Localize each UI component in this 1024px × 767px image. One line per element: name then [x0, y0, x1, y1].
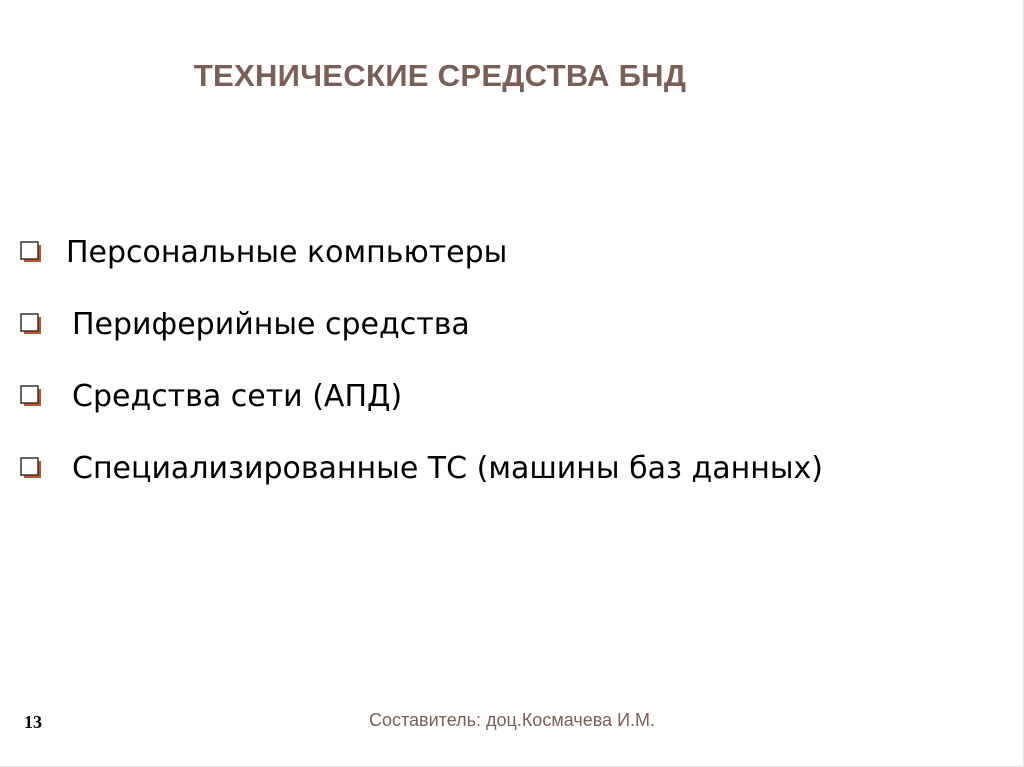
list-item — [20, 360, 823, 432]
bullet-text: Средства сети (АПД) — [72, 378, 403, 414]
bullet-list — [20, 216, 823, 504]
bullet-text: Персональные компьютеры — [66, 234, 508, 270]
page-number: 13 — [24, 712, 42, 732]
bullet-text: Периферийные средства — [72, 306, 470, 342]
checkbox-icon — [20, 313, 42, 335]
list-item — [20, 432, 823, 504]
list-item — [20, 288, 823, 360]
checkbox-icon — [20, 457, 42, 479]
list-item — [20, 216, 823, 288]
footer-author: Составитель: доц.Космачева И.М. — [368, 710, 656, 730]
checkbox-icon — [20, 385, 42, 407]
checkbox-icon — [20, 241, 42, 263]
slide-title: ТЕХНИЧЕСКИЕ СРЕДСТВА БНД — [193, 58, 687, 93]
bullet-text: Специализированные ТС (машины баз данных) — [72, 450, 823, 486]
